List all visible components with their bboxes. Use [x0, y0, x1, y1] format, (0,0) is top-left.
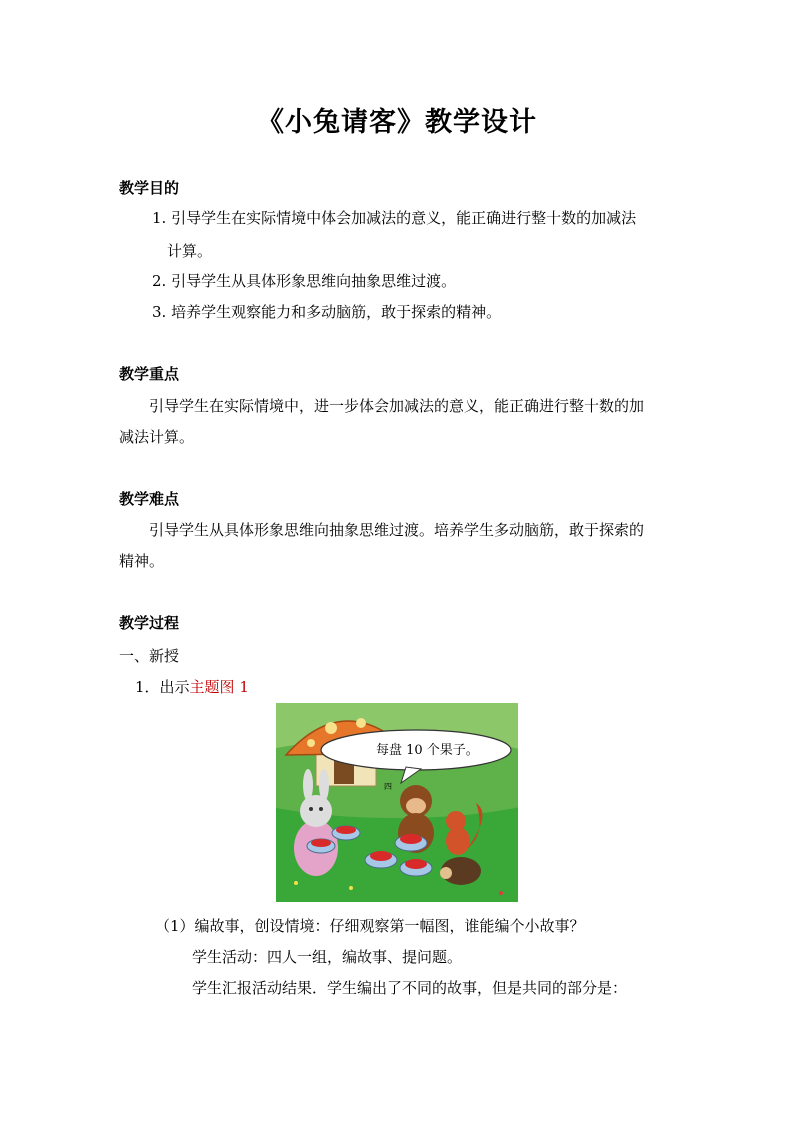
process-heading: 教学过程	[119, 614, 180, 632]
difficulties-line-1: 引导学生从具体形象思维向抽象思维过渡。培养学生多动脑筋，敢于探索的	[149, 521, 645, 539]
step-1	[135, 676, 249, 697]
difficulties-line-2: 精神。	[119, 552, 165, 570]
illustration-drawing	[276, 703, 518, 902]
goal-text: 引导学生从具体形象思维向抽象思维过渡。	[171, 272, 457, 290]
goal-item-1-continued: 计算。	[167, 242, 213, 260]
door-sign-text: 四	[384, 782, 392, 791]
key-points-heading: 教学重点	[119, 365, 180, 383]
goal-item-2	[152, 270, 456, 291]
goal-number: 2.	[152, 272, 167, 290]
difficulties-heading: 教学难点	[119, 490, 180, 508]
theme-figure-link[interactable]: 主题图 1	[189, 678, 249, 696]
goal-text: 培养学生观察能力和多动脑筋，敢于探索的精神。	[171, 303, 502, 321]
student-report: 学生汇报活动结果．学生编出了不同的故事，但是共同的部分是：	[192, 979, 628, 997]
section-new-lesson: 一、新授	[119, 647, 180, 665]
speech-bubble-text: 每盘 10 个果子。	[376, 743, 479, 758]
goal-number: 1.	[152, 209, 167, 227]
goals-heading: 教学目的	[119, 179, 180, 197]
key-points-line-1: 引导学生在实际情境中，进一步体会加减法的意义，能正确进行整十数的加	[149, 397, 645, 415]
page-title: 《小兔请客》教学设计	[257, 107, 537, 138]
student-activity: 学生活动：四人一组，编故事、提问题。	[192, 948, 463, 966]
step-1-prefix: 1．出示	[135, 678, 190, 696]
goal-item-3	[152, 301, 501, 322]
sub-step-1: （1）编故事，创设情境：仔细观察第一幅图，谁能编个小故事？	[155, 917, 585, 935]
goal-item-1	[152, 207, 636, 228]
theme-figure-illustration	[276, 703, 518, 902]
goal-text: 引导学生在实际情境中体会加减法的意义，能正确进行整十数的加减法	[171, 209, 637, 227]
key-points-line-2: 减法计算。	[119, 428, 195, 446]
goal-number: 3.	[152, 303, 167, 321]
